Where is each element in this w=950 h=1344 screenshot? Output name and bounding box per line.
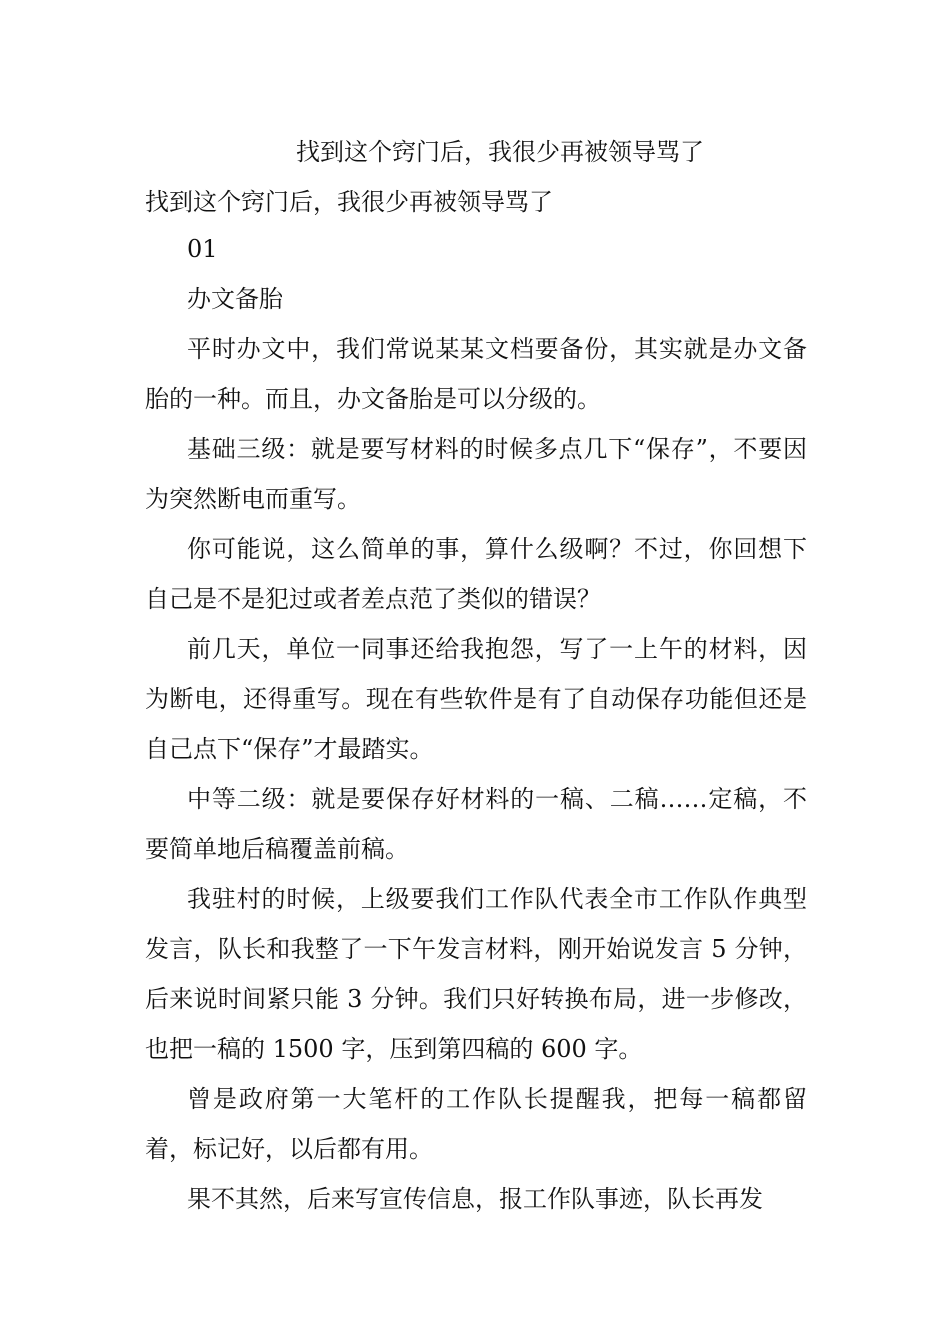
section-heading: 办文备胎 xyxy=(187,285,283,313)
paragraph: 基础三级：就是要写材料的时候多点几下“保存”，不要因为突然断电而重写。 xyxy=(145,435,807,513)
section-number: 01 xyxy=(187,235,218,263)
paragraph: 果不其然，后来写宣传信息，报工作队事迹，队长再发 xyxy=(187,1185,763,1213)
paragraph: 前几天，单位一同事还给我抱怨，写了一上午的材料，因为断电，还得重写。现在有些软件是有了自动保存功能但还是自己点下“保存”才最踏实。 xyxy=(145,635,807,763)
paragraph: 中等二级：就是要保存好材料的一稿、二稿……定稿，不要简单地后稿覆盖前稿。 xyxy=(145,785,807,863)
paragraph: 曾是政府第一大笔杆的工作队长提醒我，把每一稿都留着，标记好，以后都有用。 xyxy=(145,1085,807,1163)
document-title: 找到这个窍门后，我很少再被领导骂了 xyxy=(296,138,704,166)
document-body xyxy=(145,180,807,1224)
paragraph: 你可能说，这么简单的事，算什么级啊？不过，你回想下自己是不是犯过或者差点范了类似的错误？ xyxy=(145,535,807,613)
paragraph: 平时办文中，我们常说某某文档要备份，其实就是办文备胎的一种。而且，办文备胎是可以分级的。 xyxy=(145,335,807,413)
article-heading: 找到这个窍门后，我很少再被领导骂了 xyxy=(145,188,553,216)
paragraph: 我驻村的时候，上级要我们工作队代表全市工作队作典型发言，队长和我整了一下午发言材料，刚开始说发言 5 分钟，后来说时间紧只能 3 分钟。我们只好转换布局，进一步修改，也把一稿的 1500 字，压到第四稿的 600 字。 xyxy=(145,885,807,1063)
